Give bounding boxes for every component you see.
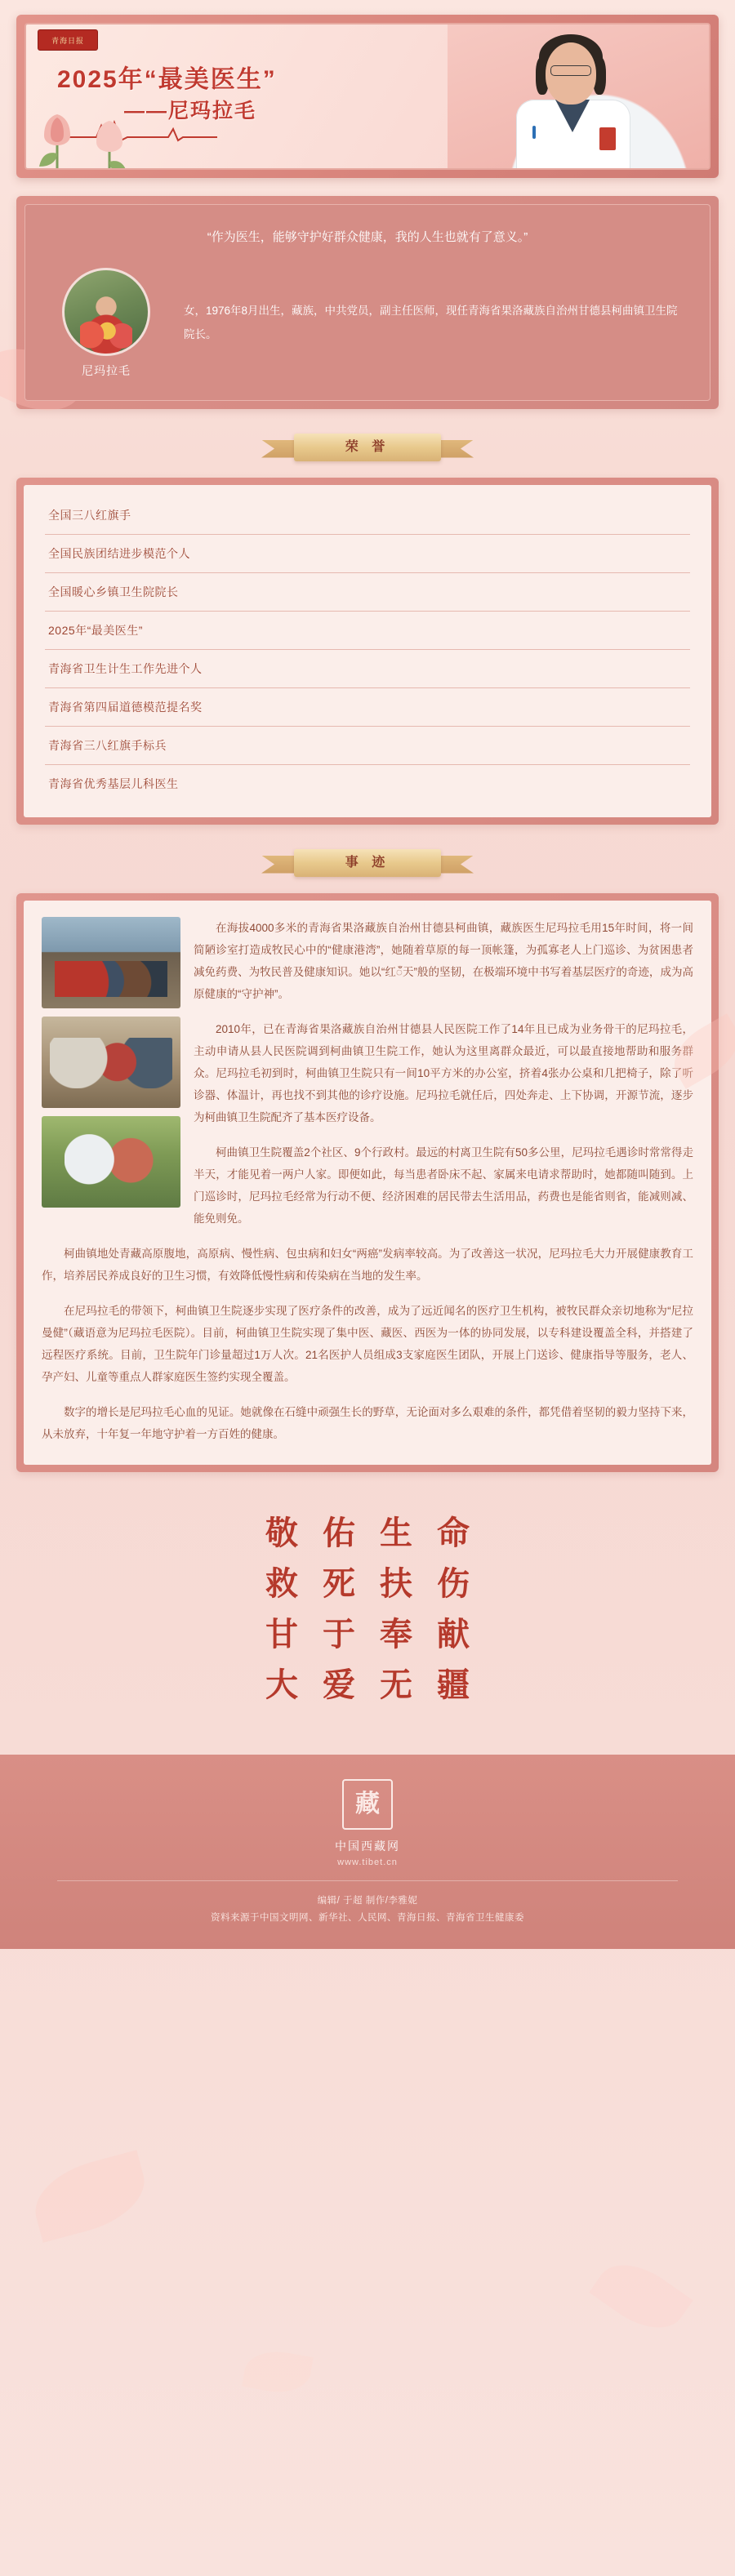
section-title-honor: 荣 誉 <box>294 434 441 461</box>
footer <box>0 1755 735 1950</box>
slogan-line-4: 大 爱 无 疆 <box>265 1666 478 1703</box>
honors-panel <box>16 478 719 825</box>
credit-line: 编辑/ 于超 制作/李雅妮 <box>317 1895 418 1906</box>
site-url[interactable]: www.tibet.cn <box>337 1857 398 1867</box>
ribbon-tail-right <box>438 856 474 874</box>
person-bio: 女，1976年8月出生，藏族，中共党员，副主任医师，现任青海省果洛藏族自治州甘德县柯曲镇卫生院院长。 <box>184 305 678 340</box>
deeds-photo-column <box>42 917 180 1208</box>
person-name: 尼玛拉毛 <box>82 363 131 377</box>
doctor-photo <box>448 24 709 170</box>
list-item: 青海省优秀基层儿科医生 <box>48 776 179 790</box>
paragraph: 在海拔4000多米的青海省果洛藏族自治州甘德县柯曲镇，藏族医生尼玛拉毛用15年时间，将一间简陋诊室打造成牧民心中的“健康港湾”，她随着草原的每一顶帐篷，为孤寡老人上门巡诊、为贫困患者减免药费、为牧民普及健康知识。她以“红ँ天”般的坚韧，在极端环境中书写着基层医疗的奇迹，成为高原健康的“守护神”。 <box>194 921 693 1000</box>
paragraph: 2010年，已在青海省果洛藏族自治州甘德县人民医院工作了14年且已成为业务骨干的尼玛拉毛，主动申请从县人民医院调到柯曲镇卫生院工作，她认为这里离群众最近，可以最直接地帮助和服务群众。尼玛拉毛初到时，柯曲镇卫生院只有一间10平方米的办公室，挤着4张办公桌和几把椅子，除了听诊器、体温计，再也找不到其他的诊疗设施。尼玛拉毛就任后，四处奔走、上下协调，开源节流，逐步为柯曲镇卫生院配齐了基本医疗设备。 <box>194 1022 693 1123</box>
quote-card <box>16 196 719 409</box>
profile-row <box>45 268 690 379</box>
deeds-bottom-block <box>42 1243 693 1445</box>
list-item: 全国三八红旗手 <box>45 496 690 535</box>
paragraph: 数字的增长是尼玛拉毛心血的见证。她就像在石缝中顽强生长的野草，无论面对多么艰难的条件，都凭借着坚韧的毅力坚持下来，从未放弃，十年复一年地守护着一方百姓的健康。 <box>42 1405 693 1440</box>
list-item: 全国暖心乡镇卫生院院长 <box>45 573 690 612</box>
ribbon-tail-right <box>438 440 474 458</box>
page-subtitle: ——尼玛拉毛 <box>124 100 257 122</box>
slogan-line-1: 敬 佑 生 命 <box>265 1514 478 1551</box>
site-name: 中国西藏网 <box>335 1839 400 1853</box>
avatar <box>62 268 150 356</box>
glasses-icon <box>550 65 591 76</box>
deeds-text-column <box>194 917 693 1230</box>
list-item: 2025年“最美医生” <box>45 612 690 650</box>
section-title-deeds: 事 迹 <box>294 849 441 877</box>
list-item: 青海省三八红旗手标兵 <box>45 727 690 765</box>
field-photo-outdoor-visit <box>42 1116 180 1208</box>
deeds-panel <box>16 893 719 1472</box>
quote-text: “作为医生，能够守护好群众健康，我的人生也就有了意义。” <box>207 230 528 244</box>
source-line: 资料来源于中国文明网、新华社、人民网、青海日报、青海省卫生健康委 <box>211 1913 524 1924</box>
tulip-icon <box>33 108 82 170</box>
quote-card-inner <box>24 204 710 401</box>
header-banner <box>16 15 719 178</box>
site-logo-icon: 藏 <box>342 1779 393 1830</box>
list-item: 青海省卫生计生工作先进个人 <box>45 650 690 688</box>
deeds-top-row <box>42 917 693 1230</box>
list-item: 青海省第四届道德模范提名奖 <box>45 688 690 727</box>
divider <box>57 1880 678 1881</box>
honors-list <box>24 485 711 817</box>
paragraph: 柯曲镇卫生院覆盖2个社区、9个行政村。最远的村离卫生院有50多公里，尼玛拉毛遇诊时常常得走半天，才能见着一两户人家。即便如此，每当患者卧床不起、家属来电请求帮助时，她都随叫随到。上门巡诊时，尼玛拉毛经常为行动不便、经济困难的居民带去生活用品，药费也是能省则省，能减则减、能免则免。 <box>194 1146 693 1225</box>
deeds-content <box>24 901 711 1465</box>
paragraph: 柯曲镇地处青藏高原腹地，高原病、慢性病、包虫病和妇女“两癌”发病率较高。为了改善这一状况，尼玛拉毛大力开展健康教育工作，培养居民养成良好的卫生习惯，有效降低慢性病和传染病在当地的发生率。 <box>42 1247 693 1282</box>
publisher-logo: 青海日报 <box>38 29 98 51</box>
ribbon-tail-left <box>261 440 297 458</box>
header-inner-frame <box>24 23 710 170</box>
decorative-petal <box>589 2249 693 2343</box>
paragraph: 在尼玛拉毛的带领下，柯曲镇卫生院逐步实现了医疗条件的改善，成为了远近闻名的医疗卫生机构，被牧民群众亲切地称为“尼拉曼健”（藏语意为尼玛拉毛医院）。目前，柯曲镇卫生院实现了集中医、藏医、西医为一体的协同发展，以专科建设覆盖全科，并搭建了远程医疗系统。目前，卫生院年门诊量超过1万人次。21名医护人员组成3支家庭医生团队，开展上门送诊、健康指导等服务，老人、孕产妇、儿童等重点人群家庭医生签约实现全覆盖。 <box>42 1304 693 1383</box>
slogan-line-3: 甘 于 奉 献 <box>265 1615 478 1653</box>
slogan-line-2: 救 死 扶 伤 <box>265 1564 478 1602</box>
field-photo-clinic <box>42 917 180 1008</box>
slogan-block <box>0 1508 735 1711</box>
portrait-block <box>45 268 167 379</box>
ribbon-tail-left <box>261 856 297 874</box>
list-item: 全国民族团结进步模范个人 <box>45 535 690 573</box>
page-title: 2025年“最美医生” <box>57 66 277 93</box>
tulip-icon <box>85 114 134 170</box>
decorative-petal <box>26 2150 154 2243</box>
field-photo-villagers <box>42 1017 180 1108</box>
flowers-icon <box>80 321 132 349</box>
decorative-petal <box>242 2346 313 2397</box>
doctor-badge <box>599 127 616 150</box>
section-ribbon-deeds <box>261 849 474 880</box>
pen-icon <box>532 126 536 139</box>
section-ribbon-honor <box>261 434 474 465</box>
